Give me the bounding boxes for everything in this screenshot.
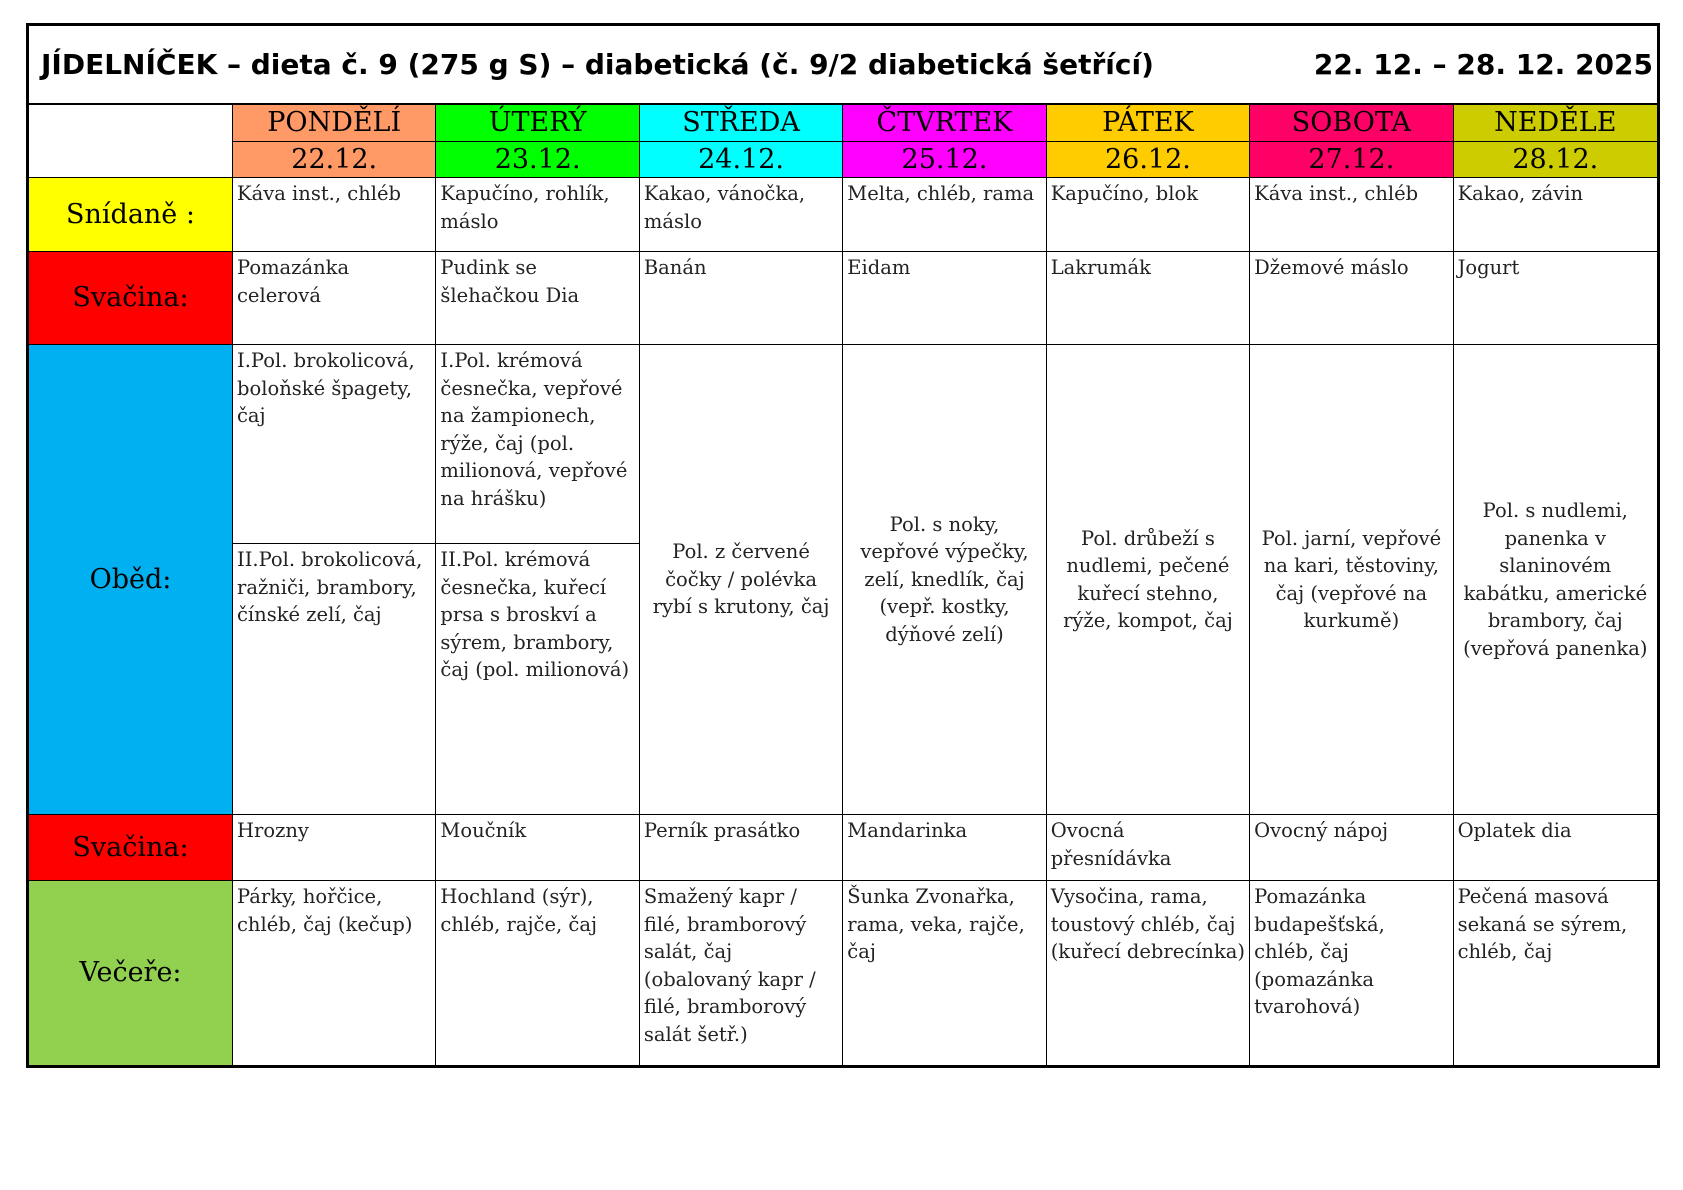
- lunch-saturday: Pol. jarní, vepřové na kari, těstoviny, čaj (vepřové na kurkumě): [1250, 345, 1453, 815]
- snack2-friday: Ovocná přesnídávka: [1047, 815, 1250, 881]
- snack2-monday: Hrozny: [233, 815, 436, 881]
- lunch-thursday: Pol. s noky, vepřové výpečky, zelí, knedlík, čaj (vepř. kostky, dýňové zelí): [843, 345, 1046, 815]
- meal-label-lunch: [29, 345, 233, 815]
- snack2-tuesday: Moučník: [436, 815, 639, 881]
- day-name-wednesday: STŘEDA: [640, 105, 843, 142]
- day-date-tuesday: 23.12.: [436, 142, 639, 178]
- corner-cell: [29, 105, 233, 178]
- dinner-thursday: Šunka Zvonařka, rama, veka, rajče, čaj: [843, 881, 1046, 1065]
- snack2-saturday: Ovocný nápoj: [1250, 815, 1453, 881]
- meal-label-snack-morning: [29, 252, 233, 345]
- lunch-sunday: Pol. s nudlemi, panenka v slaninovém kabátku, americké brambory, čaj (vepřová panenka): [1454, 345, 1657, 815]
- lunch-tuesday-option-2: II.Pol. krémová česnečka, kuřecí prsa s broskví a sýrem, brambory, čaj (pol. milionová): [436, 544, 639, 815]
- day-date-saturday: 27.12.: [1250, 142, 1453, 178]
- day-date-thursday: 25.12.: [843, 142, 1046, 178]
- dinner-friday: Vysočina, rama, toustový chléb, čaj (kuřecí debrecínka): [1047, 881, 1250, 1065]
- day-date-sunday: 28.12.: [1454, 142, 1657, 178]
- day-date-friday: 26.12.: [1047, 142, 1250, 178]
- menu-date-range: 22. 12. – 28. 12. 2025: [1313, 48, 1653, 81]
- snack1-wednesday: Banán: [640, 252, 843, 345]
- lunch-monday-option-1: I.Pol. brokolicová, boloňské špagety, čaj: [233, 345, 436, 544]
- meal-label-snack-afternoon: [29, 815, 233, 881]
- meal-label-text: Svačina:: [72, 831, 189, 863]
- day-name-friday: PÁTEK: [1047, 105, 1250, 142]
- breakfast-tuesday: Kapučíno, rohlík, máslo: [436, 178, 639, 252]
- snack2-thursday: Mandarinka: [843, 815, 1046, 881]
- meal-label-dinner: [29, 881, 233, 1065]
- dinner-monday: Párky, hořčice, chléb, čaj (kečup): [233, 881, 436, 1065]
- day-name-sunday: NEDĚLE: [1454, 105, 1657, 142]
- breakfast-sunday: Kakao, závin: [1454, 178, 1657, 252]
- breakfast-friday: Kapučíno, blok: [1047, 178, 1250, 252]
- breakfast-monday: Káva inst., chléb: [233, 178, 436, 252]
- day-date-wednesday: 24.12.: [640, 142, 843, 178]
- dinner-sunday: Pečená masová sekaná se sýrem, chléb, čaj: [1457, 885, 1628, 963]
- meal-label-text: Oběd:: [89, 563, 172, 595]
- snack1-friday: Lakrumák: [1047, 252, 1250, 345]
- lunch-monday-option-2: II.Pol. brokolicová, ražniči, brambory, čínské zelí, čaj: [233, 544, 436, 815]
- dinner-saturday: Pomazánka budapešťská, chléb, čaj (pomazánka tvarohová): [1250, 881, 1453, 1065]
- day-name-saturday: SOBOTA: [1250, 105, 1453, 142]
- breakfast-wednesday: Kakao, vánočka, máslo: [640, 178, 843, 252]
- breakfast-thursday: Melta, chléb, rama: [843, 178, 1046, 252]
- menu-table: [26, 23, 1660, 1068]
- snack2-wednesday: Perník prasátko: [640, 815, 843, 881]
- day-name-thursday: ČTVRTEK: [843, 105, 1046, 142]
- menu-grid: [29, 105, 1657, 1065]
- snack1-sunday: Jogurt: [1454, 252, 1657, 345]
- day-date-monday: 22.12.: [233, 142, 436, 178]
- snack1-tuesday: Pudink se šlehačkou Dia: [436, 252, 639, 345]
- snack2-sunday: Oplatek dia: [1454, 815, 1657, 881]
- menu-title: JÍDELNÍČEK – dieta č. 9 (275 g S) – diabetická (č. 9/2 diabetická šetřící): [41, 48, 1154, 81]
- dinner-tuesday: Hochland (sýr), chléb, rajče, čaj: [436, 881, 639, 1065]
- snack1-monday: Pomazánka celerová: [233, 252, 436, 345]
- meal-label-breakfast: [29, 178, 233, 252]
- title-row: [29, 26, 1657, 105]
- day-name-tuesday: ÚTERÝ: [436, 105, 639, 142]
- lunch-friday: Pol. drůbeží s nudlemi, pečené kuřecí stehno, rýže, kompot, čaj: [1047, 345, 1250, 815]
- snack1-saturday: Džemové máslo: [1250, 252, 1453, 345]
- lunch-wednesday: Pol. z červené čočky / polévka rybí s krutony, čaj: [640, 345, 843, 815]
- breakfast-saturday: Káva inst., chléb: [1250, 178, 1453, 252]
- lunch-tuesday-option-1: I.Pol. krémová česnečka, vepřové na žampionech, rýže, čaj (pol. milionová, vepřové na hrášku): [436, 345, 639, 544]
- snack1-thursday: Eidam: [843, 252, 1046, 345]
- meal-label-text: Snídaně :: [66, 198, 195, 230]
- meal-label-text: Večeře:: [79, 957, 182, 989]
- meal-label-text: Svačina:: [72, 282, 189, 314]
- dinner-wednesday: Smažený kapr / filé, bramborový salát, čaj (obalovaný kapr / filé, bramborový salát šetř.): [640, 881, 843, 1065]
- day-name-monday: PONDĚLÍ: [233, 105, 436, 142]
